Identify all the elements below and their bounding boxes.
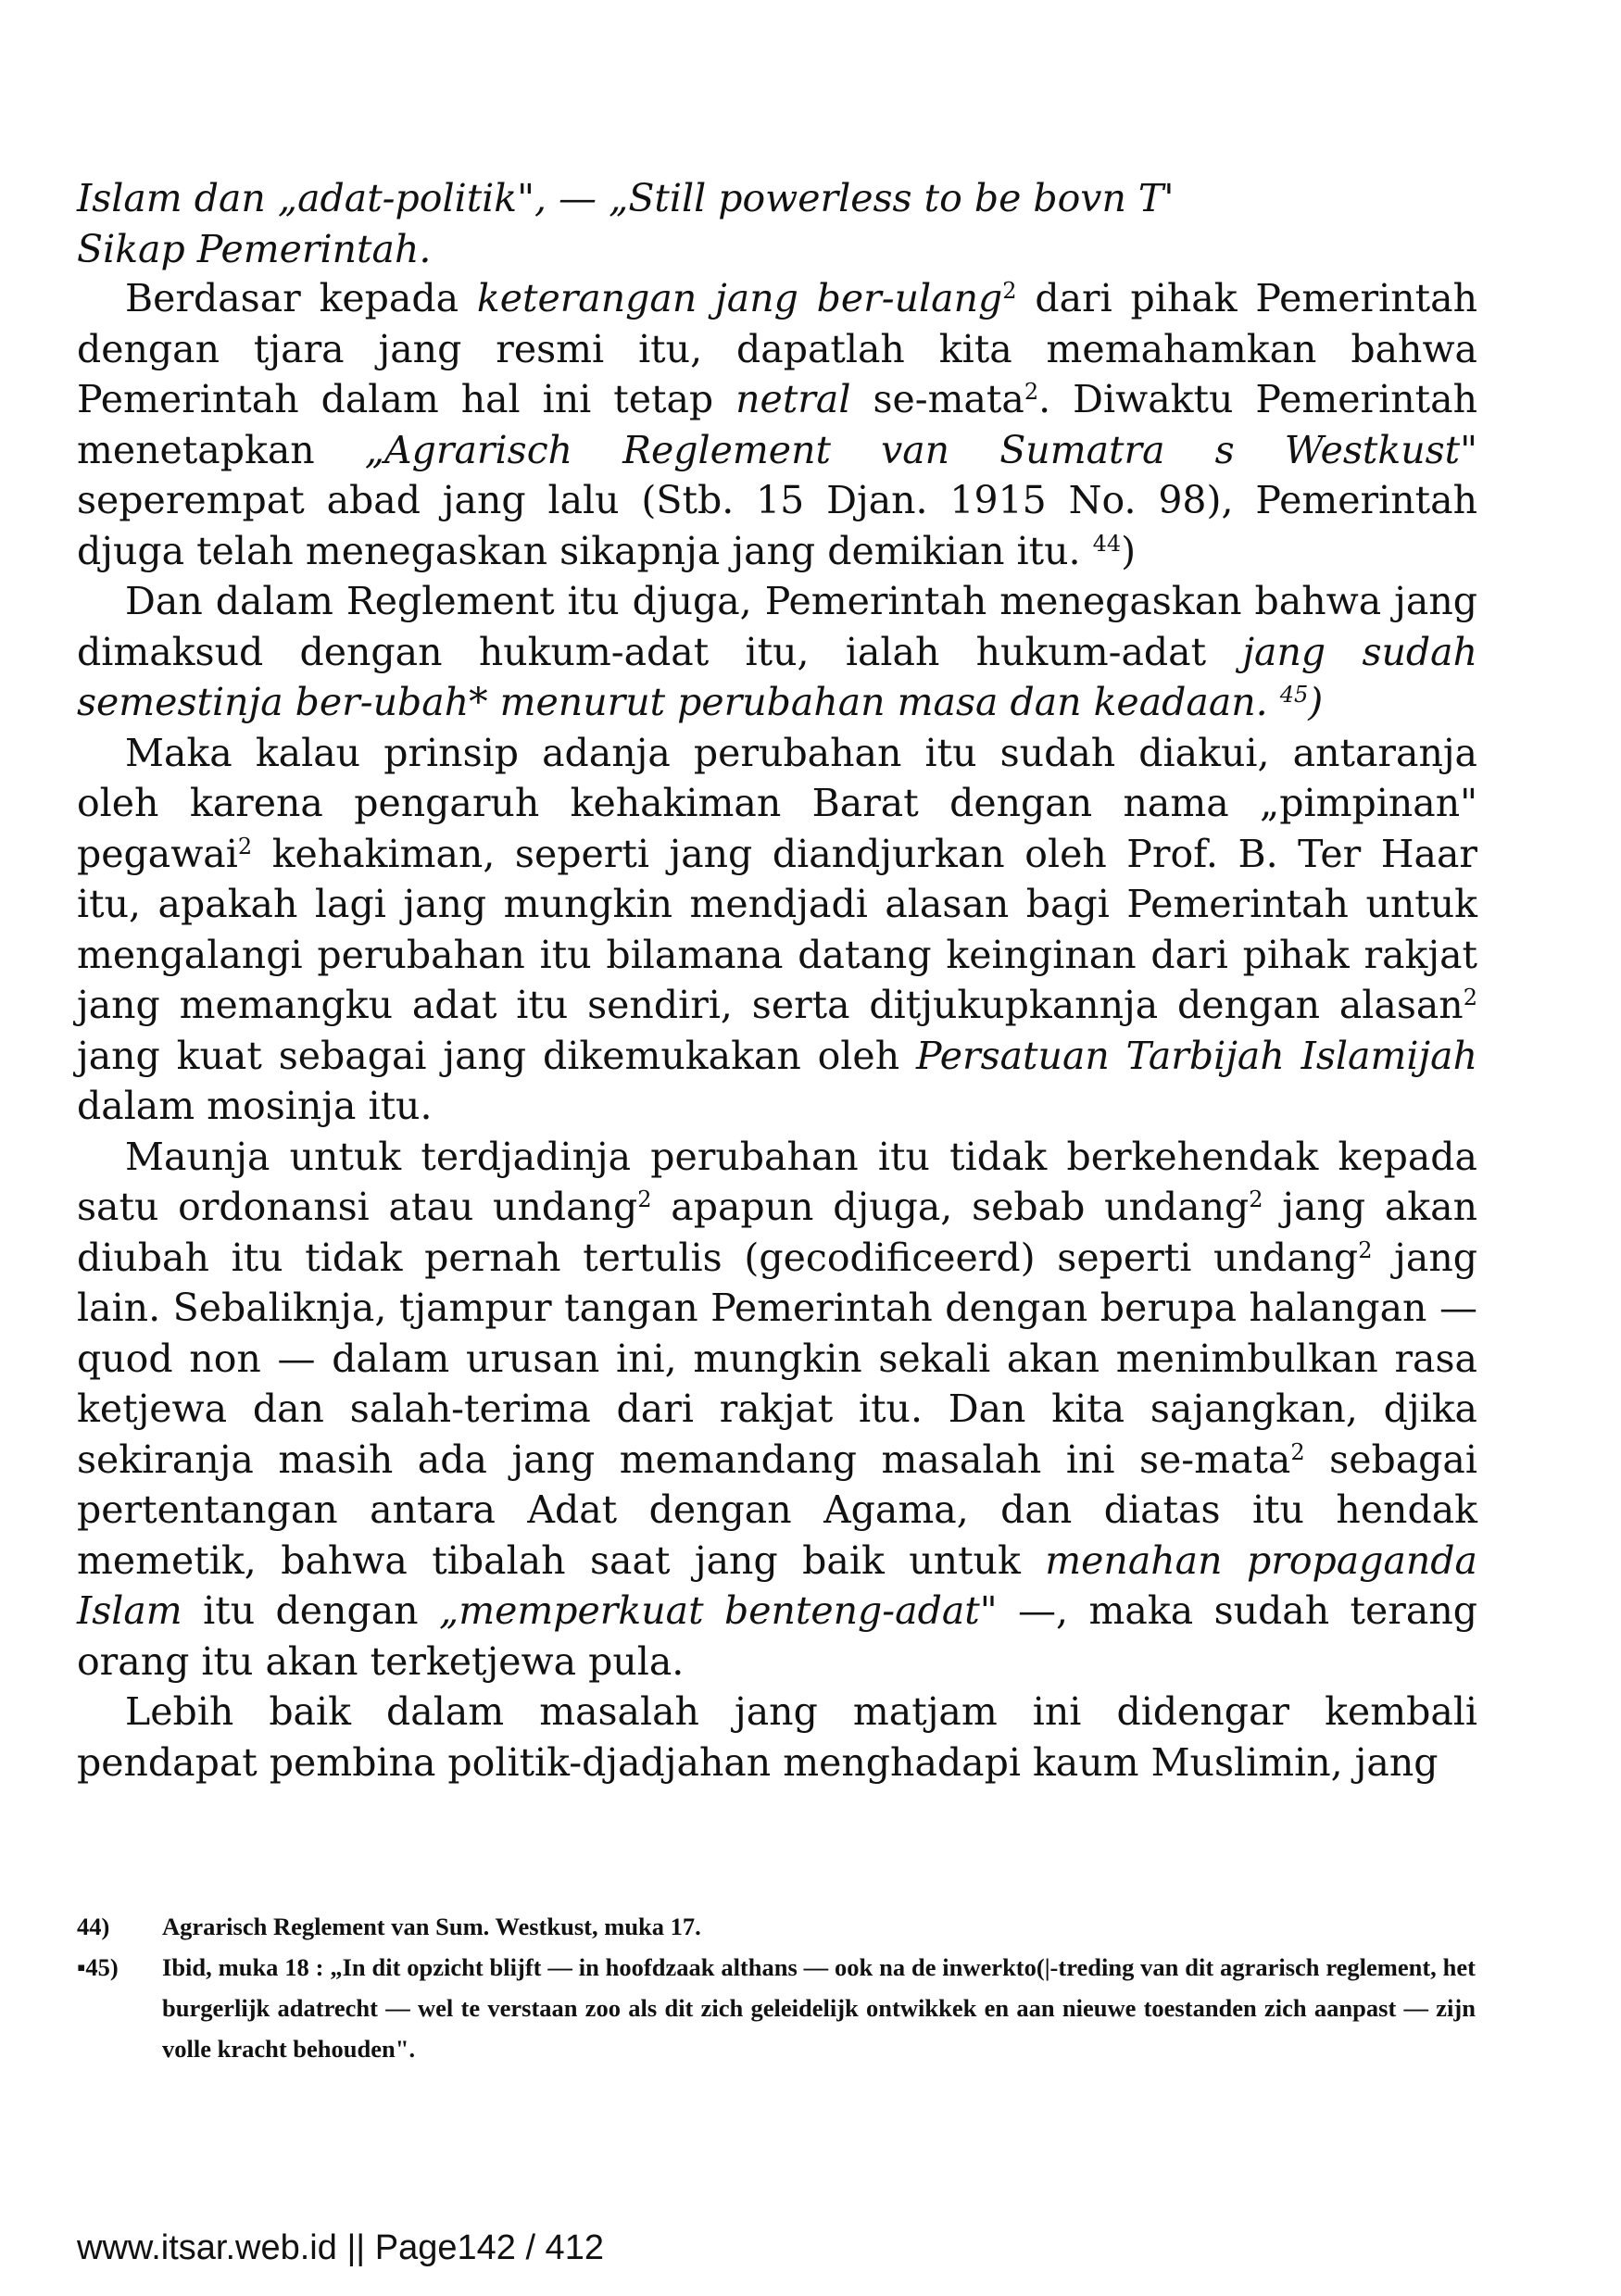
footnotes: [77, 1906, 1476, 2069]
running-header: [77, 173, 1477, 274]
paragraph-4: [77, 1132, 1477, 1687]
p1-italic-2: netral: [735, 377, 851, 421]
p4-italic-2: „memperkuat benteng-adat": [439, 1588, 998, 1633]
p4-italic-1: menahan propaganda Islam: [77, 1537, 1477, 1633]
p2-italic-1: jang sudah semestinja ber-ubah* menurut perubahan masa dan keadaan.: [77, 629, 1477, 724]
paragraph-1: [77, 273, 1477, 576]
footnote-ref-45: 45: [1279, 682, 1309, 708]
p1-italic-1: keterangan jang ber-ulang: [476, 276, 1003, 320]
p4-superscript-1: 2: [637, 1186, 652, 1212]
p3-superscript-1: 2: [237, 833, 253, 859]
p1-superscript-2: 2: [1024, 379, 1039, 405]
p4-text-4: jang lain. Sebaliknja, tjampur tangan Pemerintah dengan berupa halangan — quod non — dalam urusan ini, mungkin sekali akan menimbulkan rasa ketjewa dan salah-terima dari rakjat itu. Dan kita sajangkan, djika sekiranja masih ada jang memandang masalah ini se-mata: [77, 1235, 1477, 1482]
p2-italic-2: ): [1308, 680, 1324, 724]
body-text: [77, 273, 1477, 1788]
p1-italic-3: „Agrarisch Reglement van Sumatra s Westkust": [364, 427, 1478, 472]
p1-text-6: ): [1121, 528, 1137, 573]
footnote-ref-44: 44: [1092, 530, 1122, 557]
header-line-1: Islam dan „adat-politik", — „Still powerless to be bovn T': [77, 176, 1175, 220]
p4-text-2: apapun djuga, sebab undang: [651, 1185, 1250, 1229]
p1-superscript-1: 2: [1002, 278, 1017, 304]
p3-superscript-2: 2: [1463, 985, 1477, 1010]
p5-text-1: Lebih baik dalam masalah jang matjam ini didengar kembali pendapat pembina politik-djadjahan menghadapi kaum Muslimin, jang: [77, 1689, 1477, 1785]
p4-superscript-2: 2: [1249, 1186, 1263, 1212]
paragraph-5: [77, 1687, 1477, 1788]
p4-text-3: jang akan diubah itu tidak pernah tertulis (gecodificeerd) seperti undang: [77, 1185, 1477, 1280]
p1-text-1: Berdasar kepada: [125, 276, 477, 320]
footnote-45: [77, 1947, 1476, 2069]
p3-text-1: Maka kalau prinsip adanja perubahan itu sudah diakui, antaranja oleh karena pengaruh kehakiman Barat dengan nama „pimpinan" pegawai: [77, 730, 1477, 876]
p1-text-4: . Diwaktu Pemerintah menetapkan: [77, 377, 1477, 472]
p3-text-4: dalam mosinja itu.: [77, 1084, 433, 1128]
footnote-45-text: Ibid, muka 18 : „In dit opzicht blijft — in hoofdzaak althans — ook na de inwerkto(|-treding van dit agrarisch reglement, het burgerlijk adatrecht — wel te verstaan zoo als dit zich geleidelijk ontwikkek en aan nieuwe toestanden zich aanpast — zijn volle kracht behouden".: [162, 1953, 1476, 2063]
paragraph-3: [77, 728, 1477, 1132]
paragraph-2: [77, 576, 1477, 728]
page-footer: www.itsar.web.id || Page142 / 412: [77, 2228, 604, 2267]
footnote-44: [77, 1906, 1476, 1947]
p1-text-5: seperempat abad jang lalu (Stb. 15 Djan. 1915 No. 98), Pemerintah djuga telah menegaskan sikapnja jang demikian itu.: [77, 478, 1477, 573]
p4-text-5: sebagai pertentangan antara Adat dengan Agama, dan diatas itu hendak memetik, bahwa tibalah saat jang baik untuk: [77, 1437, 1477, 1583]
p4-text-1: Maunja untuk terdjadinja perubahan itu tidak berkehendak kepada satu ordonansi atau undang: [77, 1134, 1477, 1229]
header-line-2: Sikap Pemerintah.: [77, 226, 432, 271]
p4-text-7: —, maka sudah terang orang itu akan terketjewa pula.: [77, 1588, 1477, 1684]
p3-text-3: jang kuat sebagai jang dikemukakan oleh: [77, 1033, 916, 1078]
p4-text-6: itu dengan: [182, 1588, 439, 1633]
p4-superscript-3: 2: [1358, 1236, 1373, 1263]
p1-text-3: se-mata: [850, 377, 1024, 421]
p3-italic-1: Persatuan Tarbijah Islamijah: [915, 1033, 1477, 1078]
footnote-45-marker: ▪45): [77, 1953, 119, 1981]
footnote-44-text: Agrarisch Reglement van Sum. Westkust, muka 17.: [162, 1913, 701, 1940]
p3-text-2: kehakiman, seperti jang diandjurkan oleh Prof. B. Ter Haar itu, apakah lagi jang mungkin mendjadi alasan bagi Pemerintah untuk mengalangi perubahan itu bilamana datang keinginan dari pihak rakjat jang memangku adat itu sendiri, serta ditjukupkannja dengan alasan: [77, 831, 1477, 1027]
p4-superscript-4: 2: [1290, 1438, 1305, 1465]
p2-text-1: Dan dalam Reglement itu djuga, Pemerintah menegaskan bahwa jang dimaksud dengan hukum-adat itu, ialah hukum-adat: [77, 579, 1477, 674]
footnote-44-marker: 44): [77, 1913, 110, 1940]
p1-text-2: dari pihak Pemerintah dengan tjara jang resmi itu, dapatlah kita memahamkan bahwa Pemerintah dalam hal ini tetap: [77, 276, 1477, 421]
